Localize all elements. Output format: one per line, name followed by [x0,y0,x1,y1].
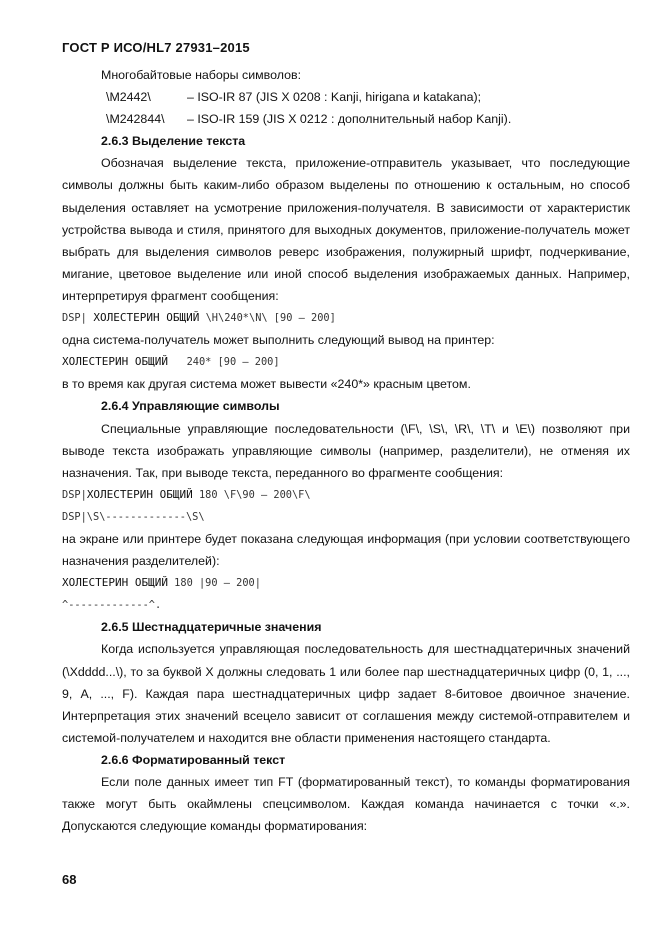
code-line [62,572,630,594]
paragraph: в то время как другая система может вывести «240*» красным цветом. [62,377,471,392]
code-segment: 180 |90 – 200| [167,577,261,590]
section-heading-2-6-3: 2.6.3 Выделение текста [101,134,246,149]
charset-code: \M2442\ [106,90,151,105]
paragraph: одна система-получатель может выполнить следующий вывод на принтер: [62,333,495,348]
multibyte-item [62,86,630,108]
multibyte-item [62,108,630,130]
code-segment: ХОЛЕСТЕРИН ОБЩИЙ [86,487,193,501]
page-number: 68 [62,872,77,887]
paragraph: Обозначая выделение текста, приложение-отправитель указывает, что последующие символы должны быть каким-либо образом выделены по отношению к остальным, но способ выделения оставляет на усмотрение приложения-получателя. В зависимости от характеристик устройства вывода и стиля, принятого для выходных документов, приложение-получатель может выбрать для выделения символов реверс изображения, полужирный шрифт, подчеркивание, мигание, цветовое выделение или иной способ выделения изображаемых данных. Например, интерпретируя фрагмент сообщения: [62,156,630,303]
page-content [62,40,630,837]
code-segment: 240* [90 – 200] [167,356,280,369]
code-line: ^-------------^. [62,599,162,612]
paragraph: Когда используется управляющая последовательность для шестнадцатеричных значений (\Xdddd...\), то за буквой X должны следовать 1 или более пар шестнадцатеричных цифр (0, 1, ..., 9, A, ..., F). Каждая пара шестнадцатеричных цифр задает 8-битовое двоичное значение. Интерпретация этих значений всецело зависит от соглашения между системой-отправителем и системой-получателем и находится вне области применения настоящего стандарта. [62,642,630,745]
code-segment: DSP| [62,488,87,501]
code-segment: DSP| [62,312,87,325]
code-segment: \H\240*\N\ [90 – 200] [199,312,336,325]
multibyte-intro: Многобайтовые наборы символов: [101,68,302,82]
paragraph: Если поле данных имеет тип FT (форматированный текст), то команды форматирования также могут быть окаймлены спецсимволом. Каждая команда начинается с точки «.». Допускаются следующие команды форматирования: [62,775,630,834]
code-segment: ХОЛЕСТЕРИН ОБЩИЙ [62,576,168,590]
paragraph: на экране или принтере будет показана следующая информация (при условии соответствующего назначения разделителей): [62,531,630,569]
section-heading-2-6-4: 2.6.4 Управляющие символы [101,399,280,414]
code-line [62,307,630,329]
charset-code: \M242844\ [106,112,165,127]
charset-desc: – ISO-IR 87 (JIS X 0208 : Kanji, hirigana и katakana); [187,90,482,105]
section-heading-2-6-5: 2.6.5 Шестнадцатеричные значения [101,620,322,635]
code-segment: ХОЛЕСТЕРИН ОБЩИЙ [62,355,168,369]
code-line [62,351,630,373]
code-line [62,484,630,506]
code-line: DSP|\S\-------------\S\ [62,510,205,523]
section-heading-2-6-6: 2.6.6 Форматированный текст [101,752,286,767]
code-segment: 180 \F\90 – 200\F\ [192,488,311,501]
charset-desc: – ISO-IR 159 (JIS X 0212 : дополнительный набор Kanji). [187,112,512,127]
paragraph: Специальные управляющие последовательности (\F\, \S\, \R\, \T\ и \E\) позволяют при выводе текста изображать управляющие символы (например, разделители), не отменяя их назначения. Так, при выводе текста, переданного во фрагменте сообщения: [62,421,630,480]
document-header: ГОСТ Р ИСО/HL7 27931–2015 [62,40,250,55]
code-segment: ХОЛЕСТЕРИН ОБЩИЙ [86,311,200,325]
